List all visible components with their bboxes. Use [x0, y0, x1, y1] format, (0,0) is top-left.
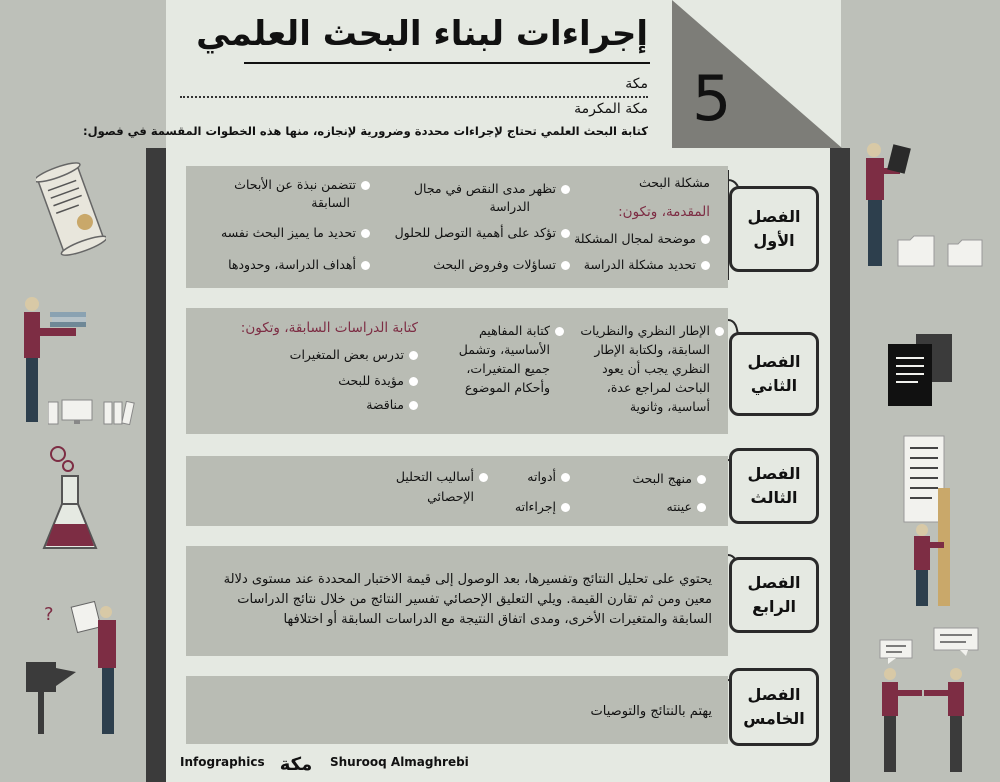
folders-icon [896, 232, 986, 268]
ch1-item-questions: تساؤلات وفروض البحث [433, 256, 570, 274]
bullet-icon [701, 235, 710, 244]
ch2-item-concepts-3: جميع المتغيرات، [466, 361, 550, 376]
bullet-icon [715, 327, 724, 336]
bullet-icon [697, 503, 706, 512]
ch1-item-importance: تؤكد على أهمية التوصل للحلول [395, 224, 570, 242]
documents-icon [886, 330, 960, 410]
ch1-item-problem: مشكلة البحث [639, 175, 710, 190]
dotted-divider [180, 96, 648, 98]
bullet-icon [701, 261, 710, 270]
ch3-item-procedures: إجراءاته [515, 498, 570, 516]
bullet-icon [409, 377, 418, 386]
ch1-item-clarify: موضحة لمجال المشكلة [574, 230, 710, 248]
bullet-icon [361, 261, 370, 270]
person-with-ruler-icon [898, 432, 970, 608]
ch2-item-framework-3: النظري يجب أن يعود [602, 361, 710, 376]
ch4-line-1: يحتوي على تحليل النتائج وتفسيرها، بعد الوصول إلى قيمة الاختبار المحددة عند مستوى دلالة [223, 572, 712, 587]
page-title: إجراءات لبناء البحث العلمي [196, 14, 648, 54]
source-line-2: مكة المكرمة [574, 101, 648, 117]
ch2-item-framework-4: الباحث لمراجع عدة، [606, 380, 710, 395]
chapter-1-label: الفصل الأول [729, 186, 819, 272]
svg-text:?: ? [44, 604, 54, 625]
scroll-certificate-icon [36, 162, 106, 258]
ch3-item-method: منهج البحث [632, 470, 706, 488]
ch2-item-concepts-2: الأساسية، وتشمل [458, 342, 550, 357]
chapter-4-label: الفصل الرابع [729, 557, 819, 633]
bullet-icon [361, 229, 370, 238]
ch1-item-review: تتضمن نبذة عن الأبحاث [234, 176, 370, 194]
ch2-item-framework: الإطار النظري والنظريات [580, 322, 724, 340]
ch3-item-sample: عينته [667, 498, 706, 516]
ch2-item-variables: تدرس بعض المتغيرات [290, 346, 418, 364]
ch1-item-define: تحديد مشكلة الدراسة [584, 256, 710, 274]
ch4-line-3: السابقة والمتغيرات الأخرى، ومدى اتفاق النتيجة مع الدراسات السابقة أو اختلافها [283, 612, 712, 628]
title-underline [244, 62, 650, 64]
ch2-item-concepts-4: وأحكام الموضوع [464, 380, 550, 395]
ch3-item-tools: أدواته [527, 468, 570, 486]
intro-text: كتابة البحث العلمي تحتاج لإجراءات محددة وضرورية لإنجازه، منها هذه الخطوات المقسمة في فصول: [83, 124, 648, 138]
ch1-item-objectives: أهداف الدراسة، وحدودها [228, 256, 370, 274]
ch2-item-framework-2: السابقة، ولكتابة الإطار [594, 342, 710, 357]
ch2-item-supporting: مؤيدة للبحث [338, 372, 418, 390]
person-reading-paper-icon [20, 598, 128, 738]
footer-credits [180, 755, 720, 775]
footer-infographics: Infographics [180, 755, 265, 769]
ch5-line-1: يهتم بالنتائج والتوصيات [590, 704, 712, 719]
footer-author: Shurooq Almaghrebi [330, 755, 469, 769]
ch1-item-gap-2: الدراسة [489, 199, 530, 214]
source-line-1: مكة [625, 76, 648, 92]
ch1-heading: المقدمة، وتكون: [618, 204, 710, 220]
bullet-icon [479, 473, 488, 482]
chapter-3-label: الفصل الثالث [729, 448, 819, 524]
ch1-item-review-2: السابقة [311, 195, 350, 210]
makkah-logo-icon [266, 751, 326, 775]
bullet-icon [561, 185, 570, 194]
ch2-item-concepts: كتابة المفاهيم [479, 322, 564, 340]
issue-number: 5 [692, 62, 732, 135]
bullet-icon [697, 475, 706, 484]
svg-text:مكة: مكة [279, 754, 313, 775]
bullet-icon [409, 351, 418, 360]
ch1-item-gap: تظهر مدى النقص في مجال [414, 180, 570, 198]
chapter-2-label: الفصل الثاني [729, 332, 819, 416]
ch1-item-distinct: تحديد ما يميز البحث نفسه [221, 224, 370, 242]
ch4-paragraph [192, 570, 712, 630]
ch2-item-framework-5: أساسية، وثانوية [629, 399, 710, 414]
bullet-icon [561, 473, 570, 482]
ch5-paragraph [412, 702, 712, 722]
bullet-icon [361, 181, 370, 190]
bullet-icon [561, 261, 570, 270]
chapter-5-label: الفصل الخامس [729, 668, 819, 746]
bullet-icon [561, 229, 570, 238]
two-people-talking-icon [874, 626, 984, 776]
ch2-item-contradicting: مناقضة [366, 396, 418, 414]
computer-files-icon [48, 398, 138, 428]
bullet-icon [555, 327, 564, 336]
ch3-item-analysis-2: الإحصائي [427, 489, 474, 504]
ch3-item-analysis: أساليب التحليل [396, 468, 488, 486]
ch4-line-2: معين ومن ثم تقارن القيمة. ويلي التعليق الإحصائي تفسير النتائج من خلال نتائج الدراسات [237, 592, 712, 608]
bullet-icon [409, 401, 418, 410]
bullet-icon [561, 503, 570, 512]
ch2-heading: كتابة الدراسات السابقة، وتكون: [240, 320, 418, 336]
lab-flask-icon [40, 444, 100, 556]
